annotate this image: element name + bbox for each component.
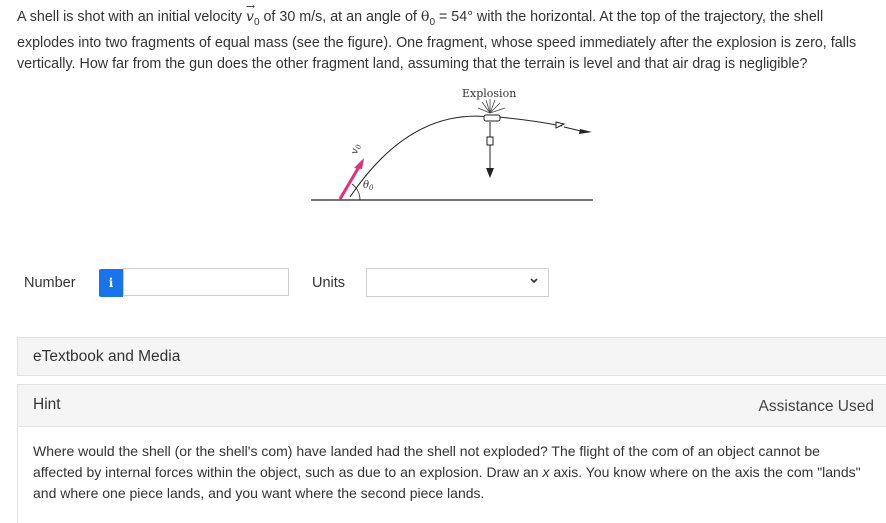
fall-arrowhead — [486, 168, 494, 178]
hint-text-part2: axis. You know where on the axis the com "lands" and where one piece lands, and you want where the second piece lands. — [33, 464, 861, 501]
gun-barrel — [340, 165, 360, 199]
hint-panel-header[interactable] — [17, 384, 886, 427]
question-part3: = 54° with the horizontal. At the top of the trajectory, the shell explodes into two fragments of equal mass (see the figure). One fragment, whose speed immediately after the explosion is zero, falls vertically. How far from the gun does the other fragment land, assuming that the terrain is level and that air drag is negligible? — [17, 9, 857, 72]
v0-label: $v_0$ — [349, 143, 363, 156]
fragment-arrowhead — [579, 129, 592, 134]
question-part1: A shell is shot with an initial velocity — [17, 9, 246, 25]
trajectory-figure — [300, 82, 610, 210]
fragment-path — [498, 117, 562, 126]
fragment-icon — [556, 122, 564, 128]
velocity-arrowhead — [354, 158, 364, 169]
explosion-star-icon — [478, 99, 505, 113]
explosion-label: Explosion — [462, 87, 517, 100]
units-select[interactable] — [366, 268, 549, 297]
question-text — [17, 7, 877, 74]
number-label: Number — [24, 275, 76, 291]
velocity-subscript: 0 — [253, 16, 260, 28]
velocity-symbol: → v — [246, 7, 254, 28]
falling-fragment-icon — [487, 137, 493, 145]
chevron-down-icon — [529, 274, 539, 291]
hint-text — [33, 441, 863, 504]
hint-text-part1: Where would the shell (or the shell's com) have landed had the shell not exploded? The flight of the com of an object cannot be affected by internal forces within the object, such as due to an explosion. Draw an — [33, 443, 820, 480]
hint-body — [17, 427, 886, 523]
question-part2: of 30 m/s, at an angle of — [259, 9, 421, 25]
number-input[interactable] — [123, 268, 289, 296]
hint-label: Hint — [33, 396, 61, 413]
assistance-used-label: Assistance Used — [758, 398, 874, 415]
theta-symbol: θ — [420, 9, 430, 25]
info-icon[interactable]: i — [99, 269, 123, 297]
units-label: Units — [312, 275, 346, 291]
theta-subscript: 0 — [429, 16, 436, 28]
etextbook-label: eTextbook and Media — [33, 348, 181, 365]
shell-icon — [484, 115, 500, 121]
answer-row — [0, 267, 886, 299]
theta-label: $\theta_0$ — [363, 180, 374, 192]
etextbook-panel[interactable] — [17, 337, 886, 376]
hint-x-symbol: x — [542, 464, 550, 480]
trajectory-diagram — [300, 82, 610, 210]
